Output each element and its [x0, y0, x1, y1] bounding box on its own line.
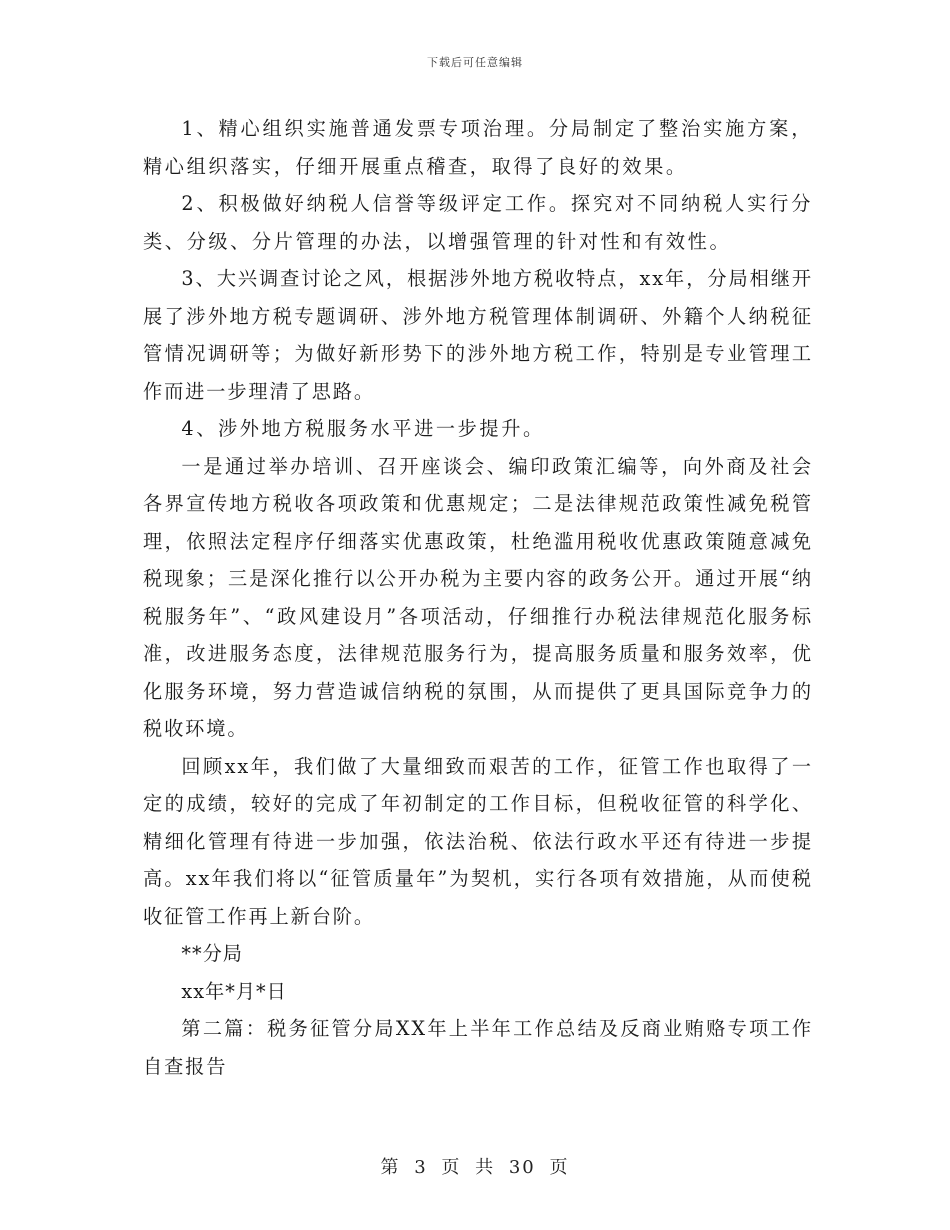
paragraph-credit-rating: 2、积极做好纳税人信誉等级评定工作。探究对不同纳税人实行分类、分级、分片管理的办法，以增强管理的针对性和有效性。: [143, 192, 813, 253]
signature-bureau: **分局: [181, 942, 243, 965]
paragraph-research: 3、大兴调查讨论之风，根据涉外地方税收特点，xx年，分局相继开展了涉外地方税专题调研、涉外地方税管理体制调研、外籍个人纳税征管情况调研等；为做好新形势下的涉外地方税工作，特别是专业管理工作而进一步理清了思路。: [143, 267, 813, 403]
document-body: [143, 110, 813, 1085]
paragraph-service-measures: 一是通过举办培训、召开座谈会、编印政策汇编等，向外商及社会各界宣传地方税收各项政策和优惠规定；二是法律规范政策性减免税管理，依照法定程序仔细落实优惠政策，杜绝滥用税收优惠政策随意减免税现象；三是深化推行以公开办税为主要内容的政务公开。通过开展“纳税服务年”、“政风建设月”各项活动，仔细推行办税法律规范化服务标准，改进服务态度，法律规范服务行为，提高服务质量和服务效率，优化服务环境，努力营造诚信纳税的氛围，从而提供了更具国际竞争力的税收环境。: [143, 454, 813, 740]
signature-date: xx年*月*日: [181, 979, 287, 1003]
header-note: 下载后可任意编辑: [427, 56, 523, 69]
paragraph-service-level: 4、涉外地方税服务水平进一步提升。: [181, 417, 545, 440]
paragraph-invoice-governance: 1、精心组织实施普通发票专项治理。分局制定了整治实施方案，精心组织落实，仔细开展重点稽查，取得了良好的效果。: [143, 117, 813, 178]
section-heading-part-two: 第二篇：税务征管分局XX年上半年工作总结及反商业贿赂专项工作自查报告: [143, 1017, 813, 1078]
paragraph-review: 回顾xx年，我们做了大量细致而艰苦的工作，征管工作也取得了一定的成绩，较好的完成了年初制定的工作目标，但税收征管的科学化、精细化管理有待进一步加强，依法治税、依法行政水平还有待进一步提高。xx年我们将以“征管质量年”为契机，实行各项有效措施，从而使税收征管工作再上新台阶。: [143, 754, 813, 928]
page-number: 第 3 页 共 30 页: [380, 1157, 570, 1178]
